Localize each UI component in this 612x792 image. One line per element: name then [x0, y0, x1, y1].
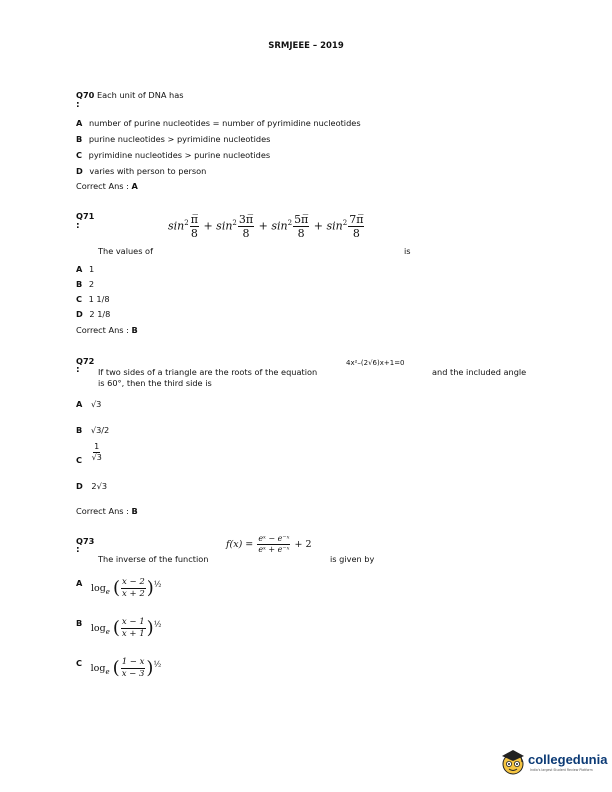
fn-name: sin: [326, 219, 343, 233]
question-text: Each unit of DNA has: [96, 90, 184, 100]
fraction-numerator: 5π̅: [294, 213, 309, 226]
option-c: [76, 150, 270, 160]
fraction-numerator: 1: [94, 442, 100, 451]
question-colon: :: [76, 365, 80, 375]
mascot-icon: [500, 749, 526, 775]
equation: 4x²–(2√6)x+1=0: [346, 359, 405, 367]
option-c: [76, 443, 104, 465]
question-q70-heading: [76, 90, 184, 100]
log-base: e: [105, 627, 110, 636]
exponent: ½: [153, 579, 162, 589]
option-log-expression: $\log_e$ ( $\frac{1 - x}{x - 3}$ )$^{\frac{1}{2}}$: [90, 657, 162, 679]
fraction-denominator: x + 2: [122, 588, 145, 599]
correct-answer-label: Correct Ans :: [76, 181, 129, 191]
log-base: e: [105, 587, 110, 596]
option-a: [76, 264, 94, 274]
option-text: 2 1/8: [89, 309, 111, 319]
correct-answer-value: B: [131, 506, 138, 516]
option-d: [76, 481, 107, 491]
page-header: SRMJEEE – 2019: [268, 41, 344, 51]
option-b: [76, 618, 161, 638]
fn-name: sin: [168, 219, 185, 233]
exponent: 2: [184, 218, 189, 227]
option-a: [76, 118, 361, 128]
correct-answer: [76, 325, 138, 335]
exponent: 2: [232, 218, 237, 227]
question-number: Q71: [76, 211, 95, 221]
correct-answer-value: B: [131, 325, 138, 335]
log-function: log: [90, 582, 106, 594]
exponent: ½: [153, 659, 162, 669]
fraction-numerator: π̅: [190, 213, 198, 226]
correct-answer-label: Correct Ans :: [76, 506, 129, 516]
question-text-line1: If two sides of a triangle are the roots of the equation: [98, 367, 318, 377]
option-a: [76, 399, 101, 409]
option-text: number of purine nucleotides = number of pyrimidine nucleotides: [88, 118, 361, 128]
option-letter: A: [76, 264, 83, 274]
option-c: [76, 294, 110, 304]
fraction-denominator: x + 1: [121, 628, 145, 639]
fraction-denominator: eˣ + e⁻ˣ: [258, 545, 290, 554]
option-text: √3: [90, 399, 102, 409]
brand-logo: [500, 745, 608, 781]
option-text: purine nucleotides > pyrimidine nucleotides: [88, 134, 271, 144]
correct-answer: [76, 506, 138, 516]
fn-name: sin: [271, 219, 288, 233]
function-fraction: [257, 535, 290, 554]
trig-expression: [168, 214, 365, 239]
brand-tagline: India's largest Student Review Platform: [530, 768, 593, 772]
function-rhs: + 2: [294, 539, 312, 550]
question-text-tail: and the included angle: [432, 367, 527, 377]
function-lhs: f(x) =: [226, 539, 254, 550]
option-letter: B: [76, 425, 83, 435]
option-letter: C: [76, 455, 83, 465]
fraction-denominator: √3: [91, 453, 102, 462]
option-text: pyrimidine nucleotides > purine nucleotides: [88, 150, 271, 160]
question-lead-text: The inverse of the function: [98, 554, 209, 564]
option-letter: B: [76, 134, 83, 144]
option-log-expression: $\log_e$ ( $\frac{x - 1}{x + 1}$ )$^{\frac{1}{2}}$: [90, 617, 162, 639]
question-number: Q73: [76, 536, 95, 546]
exponent: 2: [287, 218, 293, 227]
log-function: log: [90, 662, 106, 674]
option-b: [76, 134, 270, 144]
option-b: [76, 279, 94, 289]
fraction-denominator: x − 3: [121, 668, 145, 679]
option-letter: C: [76, 150, 83, 160]
question-text-line2: is 60°, then the third side is: [98, 378, 212, 388]
brand-name: collegedunia: [528, 752, 608, 767]
log-base: e: [105, 667, 110, 676]
fn-name: sin: [216, 219, 233, 233]
option-letter: C: [76, 294, 83, 304]
correct-answer: [76, 181, 138, 191]
question-lead-text: The values of: [98, 246, 153, 256]
fraction-denominator: 8: [242, 227, 250, 240]
plus-sign: +: [313, 219, 324, 233]
exponent: ½: [153, 619, 162, 629]
question-colon: :: [76, 221, 80, 231]
option-d: [76, 309, 110, 319]
option-letter: A: [76, 399, 83, 409]
question-colon: :: [76, 100, 80, 110]
option-a: [76, 578, 162, 598]
function-expression: [226, 535, 312, 554]
option-b: [76, 425, 109, 435]
fraction-numerator: 3π̅: [238, 213, 254, 226]
option-letter: D: [76, 166, 83, 176]
exponent: 2: [342, 218, 348, 227]
option-text: 2√3: [91, 481, 108, 491]
plus-sign: +: [258, 219, 268, 233]
correct-answer-value: A: [131, 181, 138, 191]
question-number: Q72: [76, 356, 95, 366]
fraction-numerator: 1 − x: [121, 657, 145, 667]
fraction-numerator: 7π̅: [349, 213, 364, 226]
fraction-numerator: x − 2: [122, 577, 145, 587]
option-letter: B: [76, 618, 83, 628]
option-c: [76, 658, 161, 678]
option-d: [76, 166, 206, 176]
option-letter: D: [76, 309, 83, 319]
option-letter: A: [76, 118, 83, 128]
option-letter: C: [76, 658, 83, 668]
option-text: 2: [88, 279, 95, 289]
option-letter: A: [76, 578, 83, 588]
question-colon: :: [76, 545, 80, 555]
option-text: √3/2: [90, 425, 110, 435]
option-text: 1 1/8: [88, 294, 110, 304]
question-trail-text: is: [404, 246, 411, 256]
option-text: 1: [88, 264, 95, 274]
log-function: log: [90, 622, 106, 634]
option-log-expression: $\log_e$ ( $\frac{x - 2}{x + 2}$ )$^{\frac{1}{2}}$: [90, 577, 162, 599]
correct-answer-label: Correct Ans :: [76, 325, 129, 335]
fraction-numerator: eˣ − e⁻ˣ: [258, 534, 290, 543]
option-fraction: [91, 443, 103, 462]
question-number: Q70: [76, 90, 95, 100]
fraction-denominator: 8: [297, 227, 305, 240]
option-letter: B: [76, 279, 83, 289]
fraction-denominator: 8: [190, 227, 198, 240]
option-text: varies with person to person: [89, 166, 207, 176]
fraction-numerator: x − 1: [121, 617, 145, 627]
question-trail-text: is given by: [330, 554, 375, 564]
option-letter: D: [76, 481, 83, 491]
plus-sign: +: [203, 219, 213, 233]
fraction-denominator: 8: [352, 227, 360, 240]
